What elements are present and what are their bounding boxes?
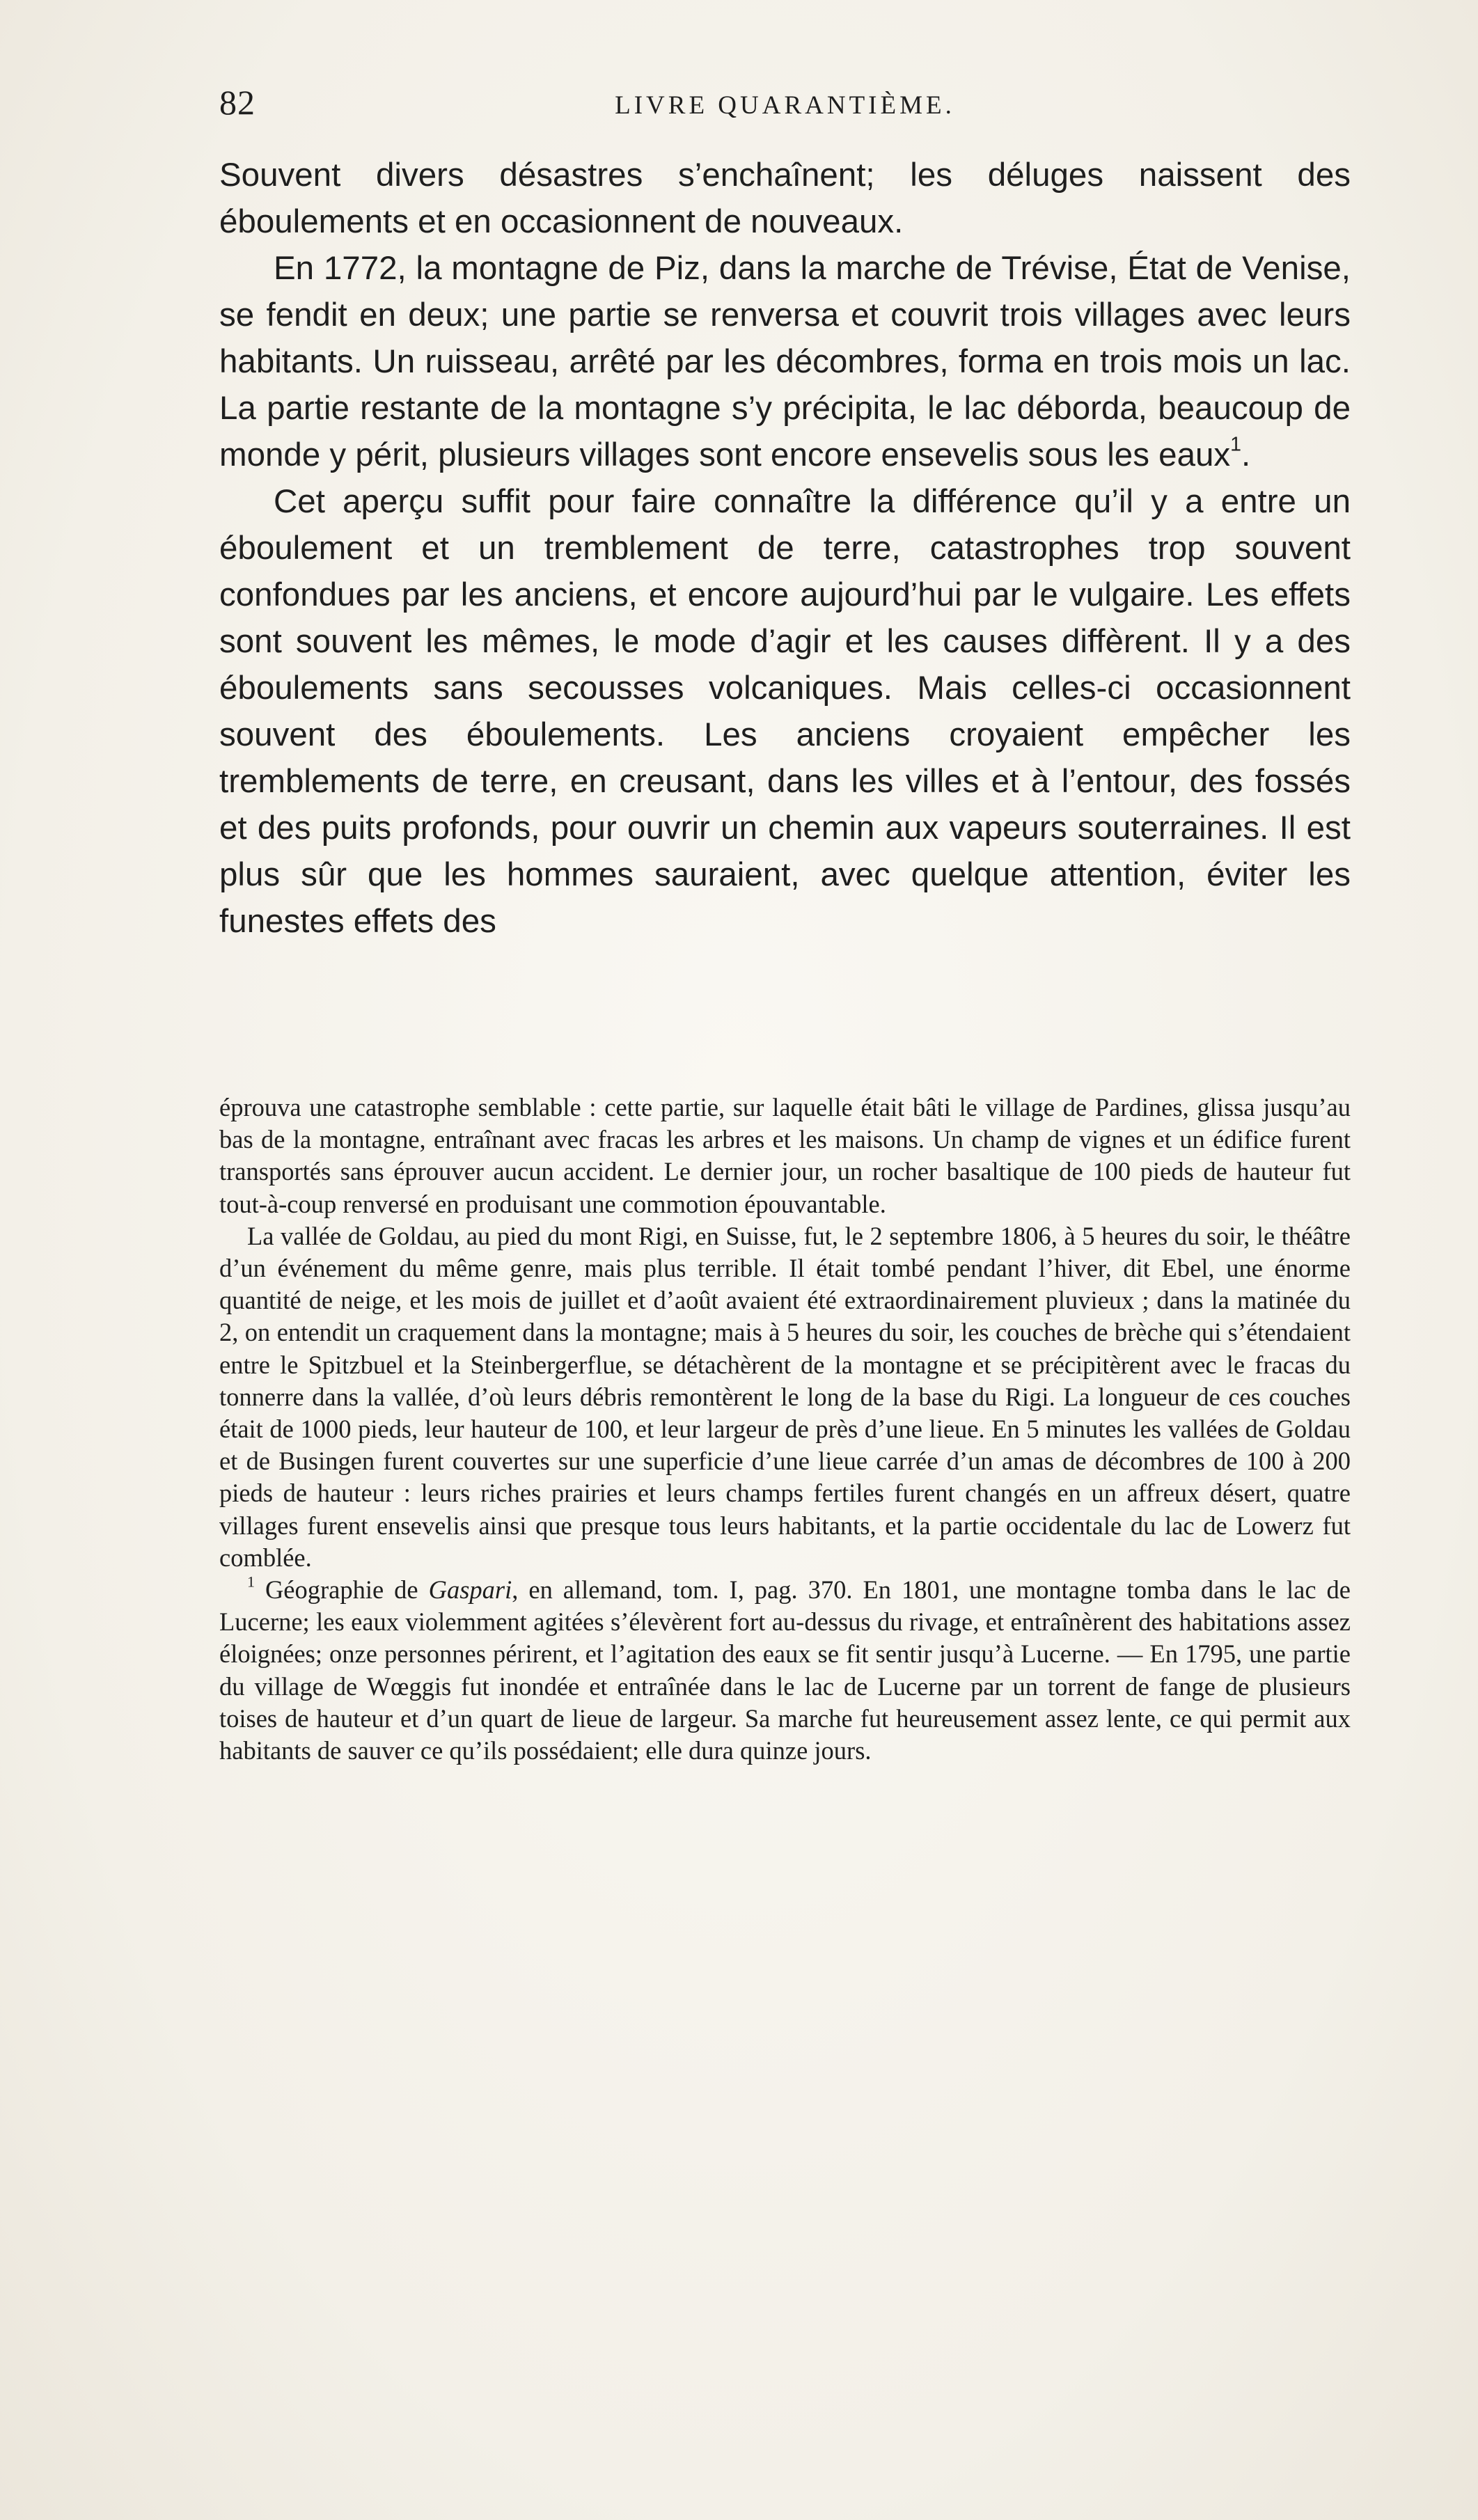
paragraph-period: . <box>1241 436 1251 473</box>
note-continuation: éprouva une catastrophe semblable : cette partie, sur laquelle était bâti le village de Pardines, glissa jusqu’au bas de la montagne, entraînant avec fracas les arbres et les maisons. Un champ de vignes et un édifice furent transportés sans éprouver aucun accident. Le dernier jour, un rocher basaltique de 100 pieds de hauteur fut tout-à-coup renversé en produisant une commotion épouvantable. <box>219 1093 1351 1218</box>
footnote-text: , en allemand, tom. I, pag. 370. En 1801, une montagne tomba dans le lac de Lucerne; les eaux violemment agitées s’élevèrent fort au-dessus du rivage, et entraînèrent des habitations assez éloignées; onze personnes périrent, et l’agitation des eaux se fit sentir jusqu’à Lucerne. — En 1795, une partie du village de Wœggis fut inondée et entraînée dans le lac de Lucerne par un torrent de fange de plusieurs toises de hauteur et d’un quart de lieue de largeur. Sa marche fut heureusement assez lente, ce qui permit aux habitants de sauver ce qu’ils possédaient; elle dura quinze jours. <box>219 1575 1351 1765</box>
note-goldau: La vallée de Goldau, au pied du mont Rigi, en Suisse, fut, le 2 septembre 1806, à 5 heures du soir, le théâtre d’un événement du même genre, mais plus terrible. Il était tombé pendant l’hiver, dit Ebel, une énorme quantité de neige, et les mois de juillet et d’août avaient été extraordinairement pluvieux ; dans la matinée du 2, on entendit un craquement dans la montagne; mais à 5 heures du soir, les couches de brèche qui s’étendaient entre le Spitzbuel et la Steinbergerflue, se détachèrent de la montagne et se précipitèrent avec le fracas du tonnerre dans la vallée, d’où leurs débris remontèrent le long de la base du Rigi. La longueur de ces couches était de 1000 pieds, leur hauteur de 100, et leur largeur de près d’une lieue. En 5 minutes les vallées de Goldau et de Busingen furent couvertes sur une superficie d’une lieue carrée d’un amas de décombres de 100 à 200 pieds de hauteur : leurs riches prairies et leurs champs fertiles furent changés en un affreux désert, quatre villages furent ensevelis ainsi que presque tous leurs habitants, et la partie occidentale du lac de Lowerz fut comblée. <box>219 1221 1351 1572</box>
footnote-mark: 1 <box>247 1573 255 1591</box>
paragraph: Cet aperçu suffit pour faire connaître la différence qu’il y a entre un éboulement et un tremblement de terre, catastrophes trop souvent confondues par les anciens, et encore aujourd’hui par le vulgaire. Les effets sont souvent les mêmes, le mode d’agir et les causes diffèrent. Il y a des éboulements sans secousses volcaniques. Mais celles-ci occasionnent souvent des éboulements. Les anciens croyaient empêcher les tremblements de terre, en creusant, dans les villes et à l’entour, des fossés et des puits profonds, pour ouvrir un chemin aux vapeurs souterraines. Il est plus sûr que les hommes sauraient, avec quelque attention, éviter les funestes effets des <box>219 483 1351 940</box>
notes-section <box>219 1092 1351 1767</box>
main-text <box>219 152 1351 945</box>
footnote-reference: 1 <box>1230 433 1242 456</box>
paragraph-text: En 1772, la montagne de Piz, dans la marche de Trévise, État de Venise, se fendit en deux; une partie se renversa et couvrit trois villages avec leurs habitants. Un ruisseau, arrêté par les décombres, forma en trois mois un lac. La partie restante de la montagne s’y précipita, le lac déborda, beaucoup de monde y périt, plusieurs villages sont encore ensevelis sous les eaux <box>219 250 1351 473</box>
page-number: 82 <box>219 83 255 122</box>
footnote-lead: Géographie de <box>265 1575 429 1605</box>
footnote <box>219 1574 1351 1767</box>
running-head <box>219 82 1351 138</box>
running-title: LIVRE QUARANTIÈME. <box>615 91 955 120</box>
footnote-author: Gaspari <box>428 1575 512 1605</box>
paragraph <box>219 245 1351 478</box>
paragraph: Souvent divers désastres s’enchaînent; les déluges naissent des éboulements et en occasionnent de nouveaux. <box>219 157 1351 240</box>
